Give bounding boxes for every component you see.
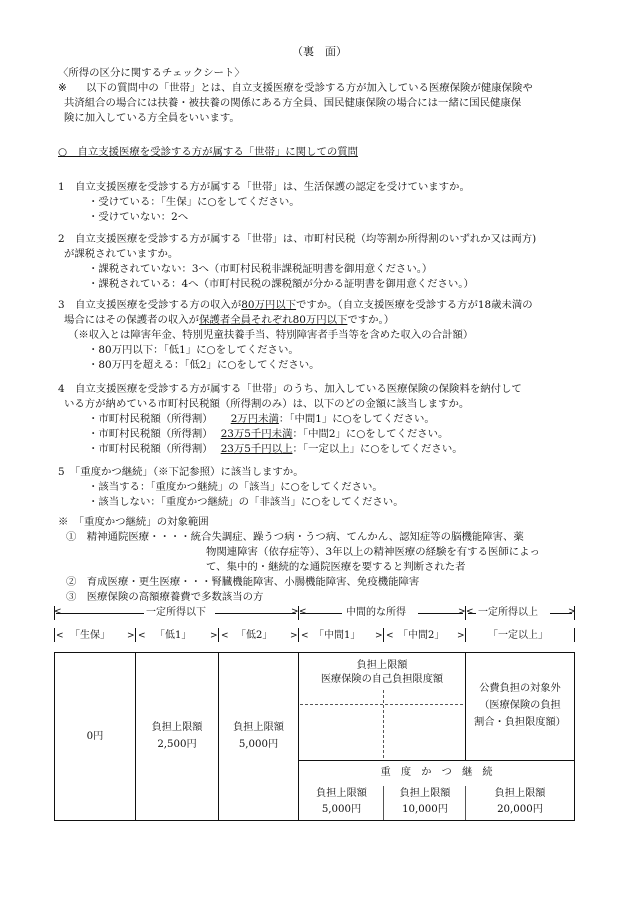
q4-row2-label: ・市町村民税額（所得割）	[88, 428, 213, 440]
q1-option-1: ・受けている：「生保」に○をしてください。	[88, 196, 300, 208]
cell-low2: 負担上限額 5,000円	[219, 653, 299, 821]
q4-row1-result: ：「中間1」に○をしてください。	[278, 413, 435, 425]
scope-title: ※ 「重度かつ継続」の対象範囲	[58, 516, 209, 528]
q3-line1-b: ですか。（自立支援医療を受診する方が18歳未満の	[296, 299, 533, 311]
cell-mid: 負担上限額 医療保険の自己負担限度額	[299, 653, 466, 761]
q4-row2-amount: 23万5千円未満	[220, 428, 293, 440]
group-low: 一定所得以下	[146, 607, 206, 618]
q3-line-2	[64, 313, 394, 327]
note-line-3: 険に加入している方全員をいいます。	[64, 112, 240, 124]
q2-option-1: ・課税されていない：3へ（市町村民税非課税証明書を御用意ください。）	[88, 263, 433, 275]
cell-severe-high: 負担上限額 20,000円	[494, 788, 546, 816]
cell-low1: 負担上限額 2,500円	[136, 653, 219, 821]
q3-note: （※収入とは障害年金、特別児童扶養手当、特別障害者手当等を含めた収入の合計額）	[68, 329, 474, 341]
side-label: （裏 面）	[292, 45, 347, 58]
cell-seiho: 0円	[55, 653, 136, 821]
section-title: ○ 自立支援医療を受診する方が属する「世帯」に関しての質問	[58, 146, 359, 158]
q4-row-2	[88, 427, 448, 441]
note-mark: ※	[58, 82, 67, 94]
q3-line1-a: 3 自立支援医療を受診する方の収入が	[58, 299, 242, 311]
cat-mid1: 「中間1」	[314, 630, 361, 641]
q4-row1-amount: 2万円未満	[230, 413, 279, 425]
q3-option-2: ・80万円を超える：「低2」に○をしてください。	[88, 359, 320, 371]
page: （裏 面） 〈所得の区分に関するチェックシート〉 ※ 以下の質問中の「世帯」とは、自立支援医療を受診する方が加入している医療保険が健康保険や 共済組合の場合には扶養・被扶養の関係にある方全員、国民健康保険の場合には一緒に国民健康保 険に加入している方全員をいいます。 ○ 自立支援医療を受診する方が属する「世帯」に関しての質問 1 自立支援医療を受診する方が属する「世帯」は、生活保護の認定を受けていますか。 ・受けている：「生保」に○をしてください。 ・受けていない：2へ 2 自立支援医療を受診する方が属する「世帯」は、市町村民税（均等割か所得割のいずれか又は両方) が課税されていますか。 ・課税されていない：3へ（市町村民税非課税証明書を御用意ください。） ・課税されている：4へ（市町村民税の課税額が分かる証明書を御用意ください。） 3 自立支援医療を受診する方の収入が80万円以下ですか。（自立支援医療を受診する方が18歳未満の 場合にはその保護者の収入が保護者全員それぞれ80万円以下ですか。） （※収入とは障害年金、特別児童扶養手当、特別障害者手当等を含めた収入の合計額） ・80万円以下：「低1」に○をしてください。 ・80万円を超える：「低2」に○をしてください。 4 自立支援医療を受診する方が属する「世帯」のうち、加入している医療保険の保険料を納付して いる方が納めている市町村民税額（所得割のみ）は、以下のどの金額に該当しますか。 ・市町村民税額（所得割） 2万円未満：「中間1」に○をしてください。 ・市町村民税額（所得割） 23万5千円未満：「中間2」に○をしてください。 ・市町村民税額（所得割） 23万5千円以上：「一定以上」に○をしてください。 5 「重度かつ継続」（※下記参照）に該当しますか。 ・該当する：「重度かつ継続」の「該当」に○をしてください。 ・該当しない：「重度かつ継続」の「非該当」に○をしてください。 ※ 「重度かつ継続」の対象範囲 ① 精神通院医療・・・・統合失調症、躁うつ病・うつ病、てんかん、認知症等の脳機能障害、薬 物関連障害（依存症等）、3年以上の精神医療の経験を有する医師によっ て、集中的・継続的な通院医療を要すると判断された者 ② 育成医療・更生医療・・・腎臓機能障害、小腸機能障害、免疫機能障害 ③ 医療保険の高額療養費で多数該当の方 < 一定所得以下 > < 中間的な所得 > < 一定所得以上 > 「生保」 < > 「低1」 < > 「低2」 < > 「中間1」 < > 「中間2」 < > 「一定以上」 0円 負担上限額 2,500円 負担上限額 5,000円 負担上限額 医療保険の自己負担限度額 公費負担の対象外 （医療保険の負担 割合・負担限度額） 重 度 か つ 継 続 負担上限額 5,000円 負担上限額 10,000円 負担上限額 20,000円	[0, 0, 630, 903]
cat-high: 「一定以上」	[488, 630, 548, 641]
q3-line-1	[58, 298, 533, 312]
cell-severe-mid1: 負担上限額 5,000円	[316, 788, 367, 816]
q3-option-1: ・80万円以下：「低1」に○をしてください。	[88, 344, 299, 356]
scope-item-1-line-1: ① 精神通院医療・・・・統合失調症、躁うつ病・うつ病、てんかん、認知症等の脳機能障害、薬	[66, 531, 524, 543]
q4-row3-amount: 23万5千円以上	[220, 443, 293, 455]
q4-row2-result: ：「中間2」に○をしてください。	[292, 428, 449, 440]
scope-item-1-line-3: て、集中的・継続的な通院医療を要すると判断された者	[206, 561, 466, 573]
cost-table	[54, 652, 575, 821]
cat-low1: 「低1」	[155, 630, 192, 641]
q4-line-1: 4 自立支援医療を受診する方が属する「世帯」のうち、加入している医療保険の保険料を納付して	[58, 383, 522, 395]
note-line-1: 以下の質問中の「世帯」とは、自立支援医療を受診する方が加入している医療保険が健康保険や	[86, 82, 533, 94]
q3-line2-underline: 保護者全員それぞれ80万円以下	[199, 314, 348, 326]
q2-option-2: ・課税されている：4へ（市町村民税の課税額が分かる証明書を御用意ください。）	[88, 278, 474, 290]
scope-item-1-line-2: 物関連障害（依存症等）、3年以上の精神医療の経験を有する医師によっ	[206, 546, 540, 558]
q5-option-2: ・該当しない：「重度かつ継続」の「非該当」に○をしてください。	[88, 496, 404, 508]
note-line-2: 共済組合の場合には扶養・被扶養の関係にある方全員、国民健康保険の場合には一緒に国民健康保	[64, 97, 522, 109]
cell-severe: 重 度 か つ 継 続 負担上限額 5,000円 負担上限額 10,000円 負担上限額 20,000円	[299, 761, 575, 821]
q4-row-1	[88, 412, 435, 426]
q5-option-1: ・該当する：「重度かつ継続」の「該当」に○をしてください。	[88, 481, 383, 493]
q4-row3-label: ・市町村民税額（所得割）	[88, 443, 213, 455]
group-high: 一定所得以上	[478, 607, 538, 618]
q2-line-1: 2 自立支援医療を受診する方が属する「世帯」は、市町村民税（均等割か所得割のいずれか又は両方)	[58, 233, 537, 245]
q1-option-2: ・受けていない：2へ	[88, 211, 189, 223]
q5-text: 5 「重度かつ継続」（※下記参照）に該当しますか。	[58, 466, 304, 478]
q4-row-3	[88, 442, 463, 456]
q3-line2-b: ですか。）	[347, 314, 395, 326]
cat-seiho: 「生保」	[70, 630, 110, 641]
scope-item-2: ② 育成医療・更生医療・・・腎臓機能障害、小腸機能障害、免疫機能障害	[66, 576, 420, 588]
q4-line-2: いる方が納めている市町村民税額（所得割のみ）は、以下のどの金額に該当しますか。	[64, 398, 470, 410]
scope-item-3: ③ 医療保険の高額療養費で多数該当の方	[66, 591, 264, 603]
q4-row3-result: ：「一定以上」に○をしてください。	[292, 443, 463, 455]
q3-line2-a: 場合にはその保護者の収入が	[64, 314, 200, 326]
q4-row1-label: ・市町村民税額（所得割）	[88, 413, 213, 425]
q2-line-2: が課税されていますか。	[64, 248, 179, 260]
cat-mid2: 「中間2」	[398, 630, 445, 641]
group-mid: 中間的な所得	[346, 607, 406, 618]
q1-text: 1 自立支援医療を受診する方が属する「世帯」は、生活保護の認定を受けていますか。	[58, 181, 470, 193]
cell-high: 公費負担の対象外 （医療保険の負担 割合・負担限度額）	[466, 653, 575, 761]
checksheet-title: 〈所得の区分に関するチェックシート〉	[58, 67, 245, 79]
cell-severe-mid2: 負担上限額 10,000円	[399, 788, 451, 816]
q3-line1-underline: 80万円以下	[241, 299, 297, 311]
cat-low2: 「低2」	[236, 630, 273, 641]
